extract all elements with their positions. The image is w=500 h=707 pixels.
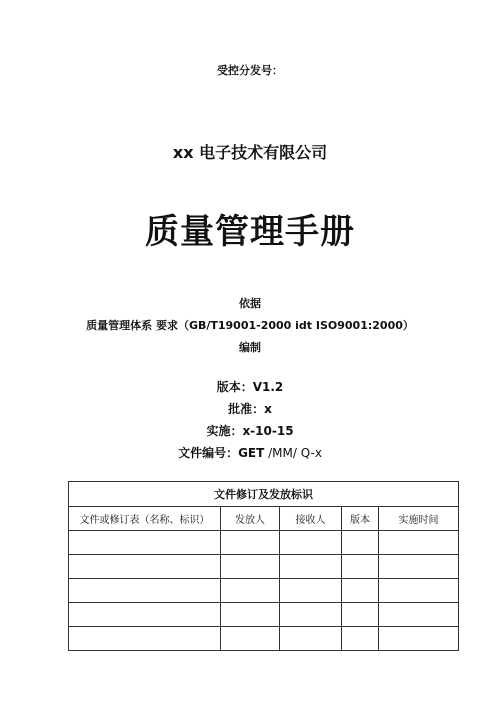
table-cell (69, 627, 221, 651)
column-header-receiver: 接收人 (280, 507, 342, 531)
table-cell (69, 555, 221, 579)
table-cell (379, 627, 459, 651)
table-cell (379, 579, 459, 603)
column-header-implementation-date: 实施时间 (379, 507, 459, 531)
table-cell (342, 603, 379, 627)
column-header-version: 版本 (342, 507, 379, 531)
approved-line: 批准：x (228, 402, 272, 416)
revision-table-title: 文件修订及发放标识 (69, 482, 459, 507)
implemented-line: 实施：x-10-15 (206, 424, 294, 438)
table-cell (280, 603, 342, 627)
table-cell (379, 531, 459, 555)
table-cell (69, 579, 221, 603)
table-cell (379, 603, 459, 627)
table-cell (280, 555, 342, 579)
table-cell (342, 579, 379, 603)
table-cell (221, 603, 280, 627)
table-row (69, 555, 459, 579)
table-cell (280, 627, 342, 651)
revision-distribution-table (68, 481, 459, 651)
table-cell (379, 555, 459, 579)
company-name: xx 电子技术有限公司 (172, 143, 328, 162)
table-row (69, 531, 459, 555)
document-title: 质量管理手册 (145, 212, 355, 252)
control-distribution-number: 受控分发号： (217, 64, 283, 77)
table-header-row (69, 507, 459, 531)
standard-reference: 质量管理体系 要求（GB/T19001-2000 idt ISO9001:2000） (86, 319, 414, 332)
document-number-label: 文件编号：GET (178, 446, 265, 460)
table-row (69, 579, 459, 603)
column-header-issuer: 发放人 (221, 507, 280, 531)
table-cell (221, 531, 280, 555)
table-cell (280, 531, 342, 555)
table-cell (342, 555, 379, 579)
table-cell (221, 579, 280, 603)
table-cell (342, 627, 379, 651)
compiled-label: 编制 (239, 341, 261, 354)
table-cell (69, 603, 221, 627)
table-cell (280, 579, 342, 603)
table-cell (342, 531, 379, 555)
document-number-value: /MM/ Q-x (264, 446, 322, 460)
table-cell (221, 555, 280, 579)
version-line: 版本：V1.2 (216, 380, 284, 394)
table-cell (221, 627, 280, 651)
document-number-line (0, 444, 500, 461)
column-header-document: 文件或修订表（名称、标识） (69, 507, 221, 531)
table-row (69, 603, 459, 627)
table-cell (69, 531, 221, 555)
basis-label: 依据 (239, 297, 261, 310)
table-row (69, 627, 459, 651)
